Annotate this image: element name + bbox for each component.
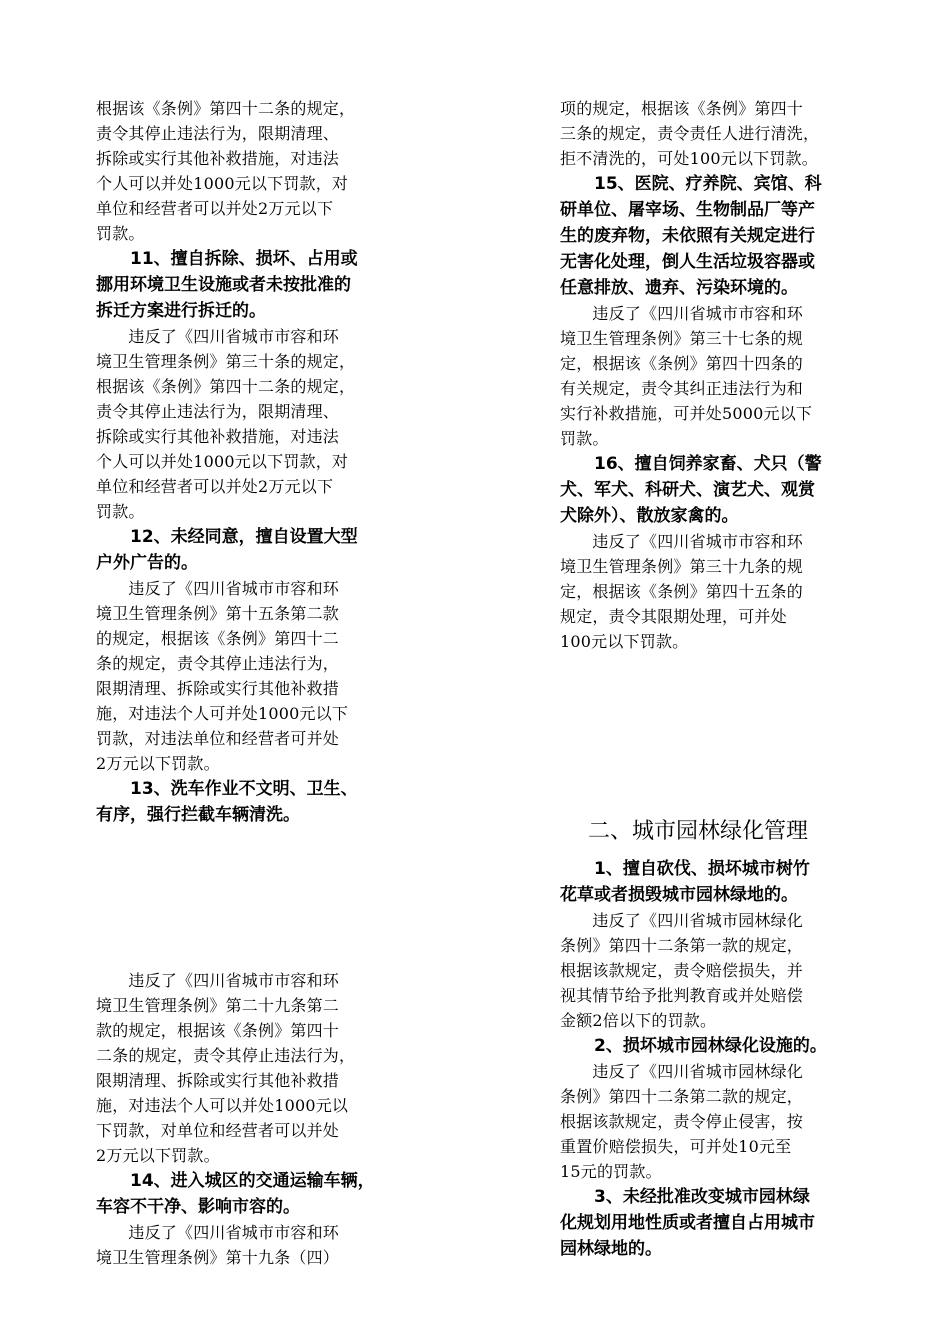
item-heading-12: 12、未经同意，擅自设置大型 户外广告的。 xyxy=(96,527,358,573)
paragraph: 违反了《四川省城市园林绿化 条例》第四十二条第一款的规定， 根据该款规定，责令赔偿损失，并 视其情节给予批判教育或并处赔偿 金额2倍以下的罚款。 xyxy=(560,911,804,1030)
right-column-top xyxy=(560,96,860,654)
item-heading-2: 2、损坏城市园林绿化设施的。 xyxy=(560,1036,827,1056)
paragraph: 违反了《四川省城市市容和环 境卫生管理条例》第十五条第二款 的规定，根据该《条例》第四十二 条的规定，责令其停止违法行为， 限期清理、拆除或实行其他补救措 施，对违法个人可并处1000元以下 罚款，对违法单位和经营者可并处 2万元以下罚款。 xyxy=(96,579,349,773)
paragraph: 违反了《四川省城市园林绿化 条例》第四十二条第二款的规定， 根据该款规定，责令停止侵害，按 重置价赔偿损失，可并处10元至 15元的罚款。 xyxy=(560,1062,804,1181)
paragraph: 违反了《四川省城市市容和环 境卫生管理条例》第三十条的规定， 根据该《条例》第四十二条的规定， 责令其停止违法行为，限期清理、 拆除或实行其他补救措施，对违法 个人可以并处1000元以下罚款，对 单位和经营者可以并处2万元以下 罚款。 xyxy=(96,327,356,521)
paragraph: 违反了《四川省城市市容和环 境卫生管理条例》第三十九条的规 定，根据该《条例》第四十五条的 规定，责令其限期处理，可并处 100元以下罚款。 xyxy=(560,532,804,651)
paragraph: 违反了《四川省城市市容和环 境卫生管理条例》第十九条（四） xyxy=(96,1223,340,1267)
paragraph: 违反了《四川省城市市容和环 境卫生管理条例》第三十七条的规 定，根据该《条例》第四十四条的 有关规定，责令其纠正违法行为和 实行补救措施，可并处5000元以下 罚款。 xyxy=(560,304,813,448)
paragraph: 项的规定，根据该《条例》第四十 三条的规定，责令责任人进行清洗， 拒不清洗的，可处100元以下罚款。 xyxy=(560,99,820,168)
item-heading-14: 14、进入城区的交通运输车辆， 车容不干净、影响市容的。 xyxy=(96,1171,375,1217)
left-column-bottom xyxy=(96,968,396,1270)
item-heading-16: 16、擅自饲养家畜、犬只（警 犬、军犬、科研犬、演艺犬、观赏 犬除外）、散放家禽的。 xyxy=(560,454,822,526)
item-heading-15: 15、医院、疗养院、宾馆、科 研单位、屠宰场、生物制品厂等产 生的废弃物，未依照有关规定进行 无害化处理，倒人生活垃圾容器或 任意排放、遗弃、污染环境的。 xyxy=(560,174,822,298)
item-heading-1: 1、擅自砍伐、损坏城市树竹 花草或者损毁城市园林绿地的。 xyxy=(560,859,810,905)
right-column-bottom xyxy=(560,856,860,1262)
left-column-top xyxy=(96,96,396,828)
paragraph: 根据该《条例》第四十二条的规定， 责令其停止违法行为，限期清理、 拆除或实行其他补救措施，对违法 个人可以并处1000元以下罚款，对 单位和经营者可以并处2万元以下 罚款。 xyxy=(96,99,356,243)
paragraph: 违反了《四川省城市市容和环 境卫生管理条例》第二十九条第二 款的规定，根据该《条例》第四十 二条的规定，责令其停止违法行为， 限期清理、拆除或实行其他补救措 施，对违法个人可以并处1000元以 下罚款，对单位和经营者可以并处 2万元以下罚款。 xyxy=(96,971,356,1165)
item-heading-3: 3、未经批准改变城市园林绿 化规划用地性质或者擅自占用城市 园林绿地的。 xyxy=(560,1187,815,1259)
item-heading-13: 13、洗车作业不文明、卫生、 有序，强行拦截车辆清洗。 xyxy=(96,779,358,825)
item-heading-11: 11、擅自拆除、损坏、占用或 挪用环境卫生设施或者未按批准的 拆迁方案进行拆迁的。 xyxy=(96,249,358,321)
section-title: 二、城市园林绿化管理 xyxy=(588,819,809,844)
